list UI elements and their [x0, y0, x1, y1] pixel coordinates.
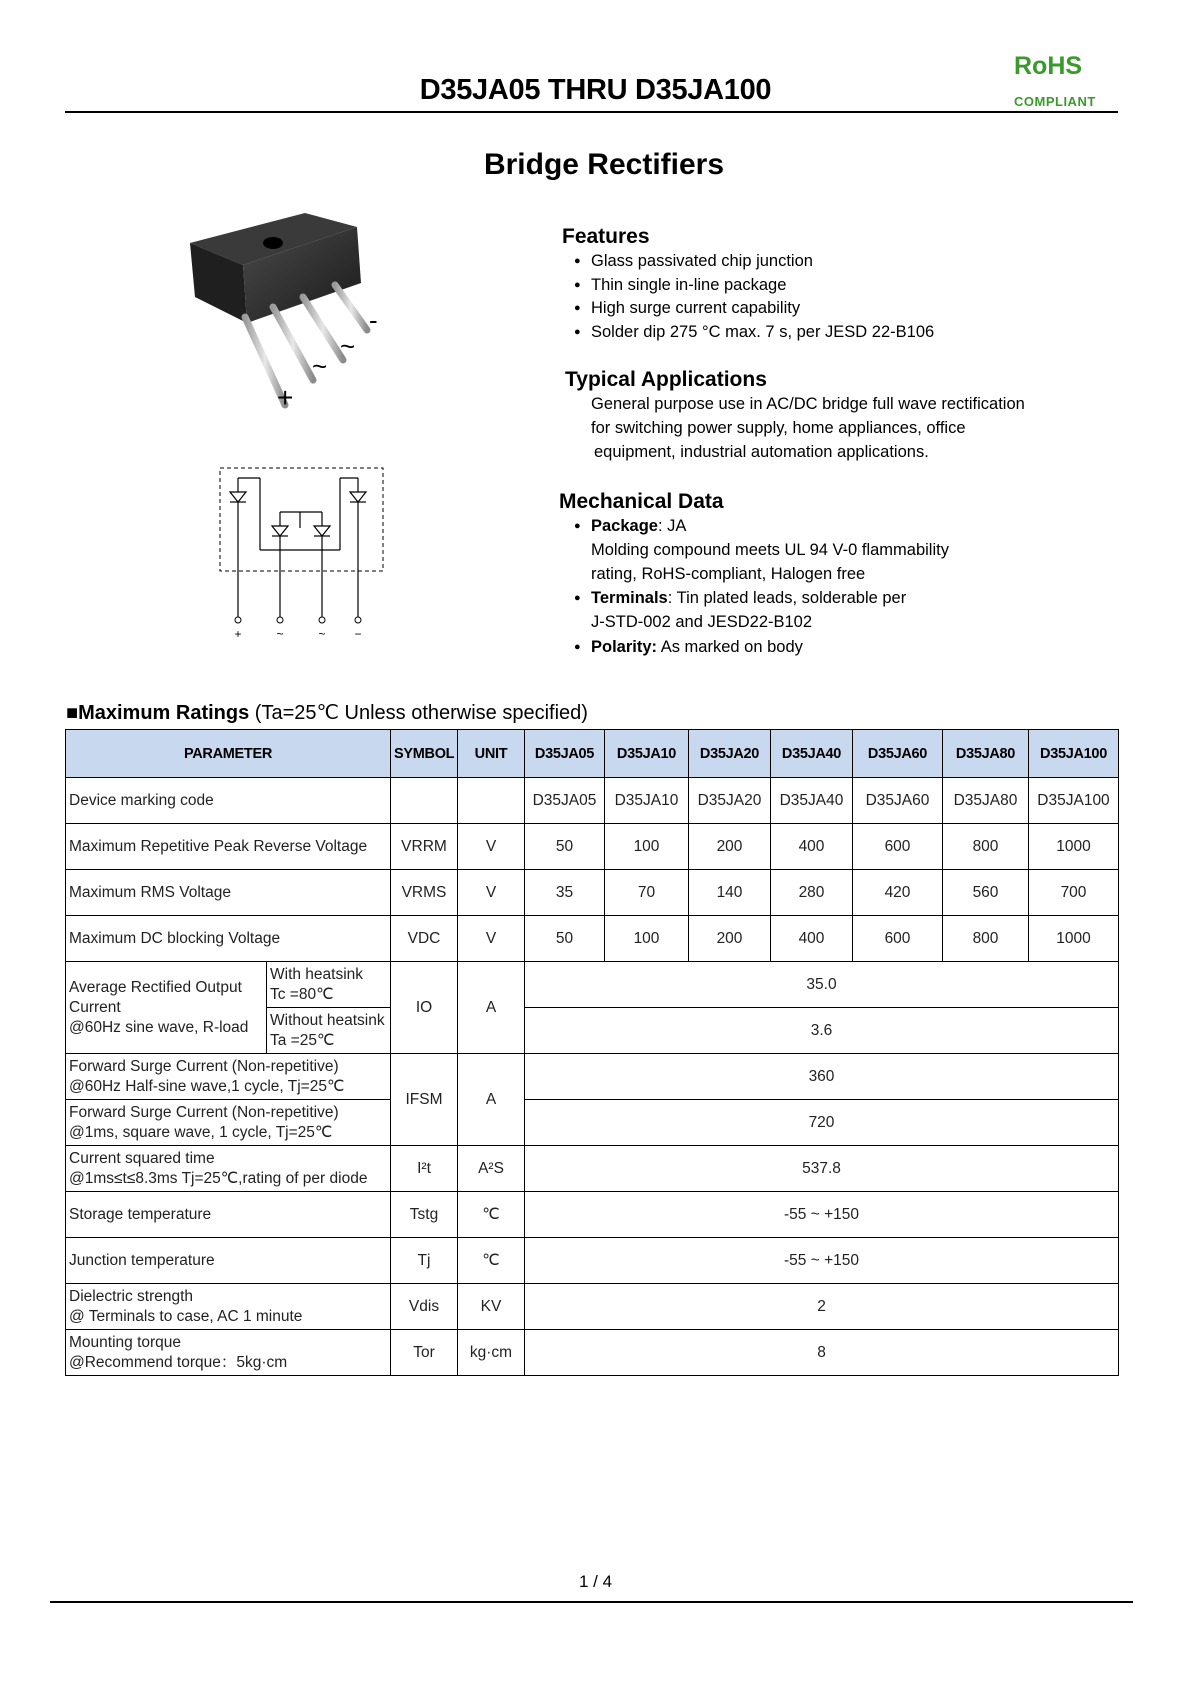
feature-item: ● Glass passivated chip junction [574, 250, 934, 274]
param-line: @1ms, square wave, 1 cycle, Tj=25℃ [69, 1123, 333, 1141]
param-cell [66, 1146, 391, 1192]
param-cell [66, 962, 267, 1054]
param-cell [66, 1054, 391, 1100]
value-cell: 720 [525, 1100, 1119, 1146]
applications-line: equipment, industrial automation applications. [594, 443, 929, 461]
symbol-cell: VDC [391, 916, 458, 962]
value-cell: 1000 [1029, 916, 1119, 962]
unit-cell: ℃ [458, 1238, 525, 1284]
value-cell: 200 [689, 916, 771, 962]
value-cell: 400 [771, 824, 853, 870]
polarity-label: Polarity: [591, 638, 658, 656]
rohs-logo: RoHS [1014, 52, 1083, 80]
param-line: Mounting torque [69, 1333, 182, 1351]
param-cell [66, 1284, 391, 1330]
mechanical-terminals [574, 587, 906, 611]
symbol-cell: Vdis [391, 1284, 458, 1330]
terminals-value: : Tin plated leads, solderable per [667, 589, 907, 607]
param-line: @60Hz Half-sine wave,1 cycle, Tj=25℃ [69, 1077, 345, 1095]
col-d35ja20: D35JA20 [689, 730, 771, 778]
value-cell: 100 [605, 824, 689, 870]
col-d35ja40: D35JA40 [771, 730, 853, 778]
mechanical-package [574, 515, 686, 539]
unit-cell: A²S [458, 1146, 525, 1192]
table-header-row [66, 730, 1119, 778]
col-d35ja05: D35JA05 [525, 730, 605, 778]
symbol-cell: IO [391, 962, 458, 1054]
value-cell: 700 [1029, 870, 1119, 916]
param-line: Forward Surge Current (Non-repetitive) [69, 1103, 339, 1121]
value-cell: D35JA100 [1029, 778, 1119, 824]
ratings-heading [66, 700, 588, 725]
table-row [66, 1284, 1119, 1330]
value-cell: 400 [771, 916, 853, 962]
unit-cell: V [458, 824, 525, 870]
unit-cell [458, 778, 525, 824]
value-cell: 8 [525, 1330, 1119, 1376]
param-line: @Recommend torque：5kg·cm [69, 1353, 288, 1371]
param-line: @60Hz sine wave, R-load [69, 1018, 249, 1036]
table-row [66, 778, 1119, 824]
condition-line: Ta =25℃ [270, 1031, 335, 1049]
package-label: Package [591, 517, 658, 535]
unit-cell: V [458, 870, 525, 916]
rohs-compliant-label: COMPLIANT [1014, 94, 1096, 109]
param-line: Forward Surge Current (Non-repetitive) [69, 1057, 339, 1075]
value-cell: 560 [943, 870, 1029, 916]
pin-plus-label: + [277, 382, 294, 413]
applications-line: for switching power supply, home appliances, office [591, 419, 966, 437]
symbol-cell: VRRM [391, 824, 458, 870]
value-cell: 537.8 [525, 1146, 1119, 1192]
symbol-cell: I²t [391, 1146, 458, 1192]
param-line: @ Terminals to case, AC 1 minute [69, 1307, 303, 1325]
param-cell [66, 1100, 391, 1146]
param-line: Current squared time [69, 1149, 215, 1167]
unit-cell: KV [458, 1284, 525, 1330]
schematic-plus-label: + [234, 627, 242, 640]
value-cell: 1000 [1029, 824, 1119, 870]
value-cell: 50 [525, 824, 605, 870]
param-cell: Maximum RMS Voltage [66, 870, 391, 916]
features-list [574, 250, 934, 344]
symbol-cell: Tj [391, 1238, 458, 1284]
col-symbol: SYMBOL [391, 730, 458, 778]
condition-cell [267, 962, 391, 1008]
unit-cell: ℃ [458, 1192, 525, 1238]
pin-minus-label: - [369, 305, 378, 335]
terminals-label: Terminals [591, 589, 668, 607]
param-cell [66, 1330, 391, 1376]
value-cell: 2 [525, 1284, 1119, 1330]
value-cell: 50 [525, 916, 605, 962]
schematic-ac1-label: ~ [276, 627, 284, 640]
ratings-heading-bold: ■Maximum Ratings [66, 702, 250, 724]
mechanical-terminals-list [574, 587, 906, 611]
applications-line: General purpose use in AC/DC bridge full wave rectification [591, 395, 1025, 413]
polarity-value: As marked on body [657, 638, 803, 656]
symbol-cell [391, 778, 458, 824]
product-package-image [185, 205, 445, 445]
table-row [66, 1100, 1119, 1146]
value-cell: D35JA10 [605, 778, 689, 824]
value-cell: D35JA80 [943, 778, 1029, 824]
applications-heading: Typical Applications [565, 368, 767, 391]
table-row [66, 962, 1119, 1008]
value-cell: 800 [943, 824, 1029, 870]
value-cell: 140 [689, 870, 771, 916]
param-cell: Device marking code [66, 778, 391, 824]
value-cell: 800 [943, 916, 1029, 962]
unit-cell: A [458, 1054, 525, 1146]
symbol-cell: VRMS [391, 870, 458, 916]
col-d35ja10: D35JA10 [605, 730, 689, 778]
param-cell: Maximum Repetitive Peak Reverse Voltage [66, 824, 391, 870]
param-line: Current [69, 998, 121, 1016]
col-d35ja100: D35JA100 [1029, 730, 1119, 778]
value-cell: D35JA20 [689, 778, 771, 824]
table-row [66, 1054, 1119, 1100]
condition-line: Without heatsink [270, 1011, 385, 1029]
package-detail: rating, RoHS-compliant, Halogen free [591, 565, 866, 583]
mechanical-heading: Mechanical Data [559, 490, 724, 513]
param-line: @1ms≤t≤8.3ms Tj=25℃,rating of per diode [69, 1169, 368, 1187]
ratings-table [65, 729, 1119, 1376]
pin-ac1-label: ~ [312, 351, 328, 381]
unit-cell: A [458, 962, 525, 1054]
features-heading: Features [562, 225, 650, 248]
table-row [66, 870, 1119, 916]
col-d35ja60: D35JA60 [853, 730, 943, 778]
package-detail: Molding compound meets UL 94 V-0 flammability [591, 541, 949, 559]
pin-ac2-label: ~ [340, 331, 356, 361]
page-number: 1 / 4 [578, 1572, 613, 1591]
document-title: D35JA05 THRU D35JA100 [419, 74, 772, 106]
table-row [66, 916, 1119, 962]
value-cell: D35JA40 [771, 778, 853, 824]
symbol-cell: Tstg [391, 1192, 458, 1238]
feature-item: ● Thin single in-line package [574, 274, 934, 298]
header-divider [65, 111, 1118, 113]
mechanical-polarity-list [574, 636, 803, 660]
unit-cell: V [458, 916, 525, 962]
value-cell: 200 [689, 824, 771, 870]
value-cell: -55 ~ +150 [525, 1238, 1119, 1284]
page-subtitle: Bridge Rectifiers [483, 148, 725, 181]
table-row [66, 1146, 1119, 1192]
terminals-detail: J-STD-002 and JESD22-B102 [591, 613, 813, 631]
schematic-ac2-label: ~ [318, 627, 326, 640]
value-cell: -55 ~ +150 [525, 1192, 1119, 1238]
footer-divider [50, 1601, 1133, 1603]
schematic-minus-label: − [354, 627, 362, 640]
symbol-cell: IFSM [391, 1054, 458, 1146]
unit-cell: kg·cm [458, 1330, 525, 1376]
value-cell: 100 [605, 916, 689, 962]
bridge-schematic [200, 460, 390, 640]
condition-line: Tc =80℃ [270, 985, 334, 1003]
value-cell: D35JA05 [525, 778, 605, 824]
feature-item: ● Solder dip 275 °C max. 7 s, per JESD 22-B106 [574, 321, 934, 345]
mechanical-polarity [574, 636, 803, 660]
value-cell: D35JA60 [853, 778, 943, 824]
col-unit: UNIT [458, 730, 525, 778]
table-row [66, 1330, 1119, 1376]
condition-cell [267, 1008, 391, 1054]
param-cell: Junction temperature [66, 1238, 391, 1284]
col-parameter: PARAMETER [66, 730, 391, 778]
param-cell: Storage temperature [66, 1192, 391, 1238]
value-cell: 600 [853, 824, 943, 870]
value-cell: 3.6 [525, 1008, 1119, 1054]
feature-item: ● High surge current capability [574, 297, 934, 321]
value-cell: 35 [525, 870, 605, 916]
table-row [66, 1238, 1119, 1284]
symbol-cell: Tor [391, 1330, 458, 1376]
col-d35ja80: D35JA80 [943, 730, 1029, 778]
value-cell: 600 [853, 916, 943, 962]
value-cell: 70 [605, 870, 689, 916]
value-cell: 35.0 [525, 962, 1119, 1008]
param-cell: Maximum DC blocking Voltage [66, 916, 391, 962]
value-cell: 420 [853, 870, 943, 916]
param-line: Dielectric strength [69, 1287, 194, 1305]
ratings-heading-condition: (Ta=25℃ Unless otherwise specified) [249, 702, 588, 724]
value-cell: 280 [771, 870, 853, 916]
value-cell: 360 [525, 1054, 1119, 1100]
param-line: Average Rectified Output [69, 978, 242, 996]
package-value: : JA [657, 517, 687, 535]
mechanical-list [574, 515, 686, 539]
condition-line: With heatsink [270, 965, 364, 983]
table-row [66, 824, 1119, 870]
table-row [66, 1192, 1119, 1238]
